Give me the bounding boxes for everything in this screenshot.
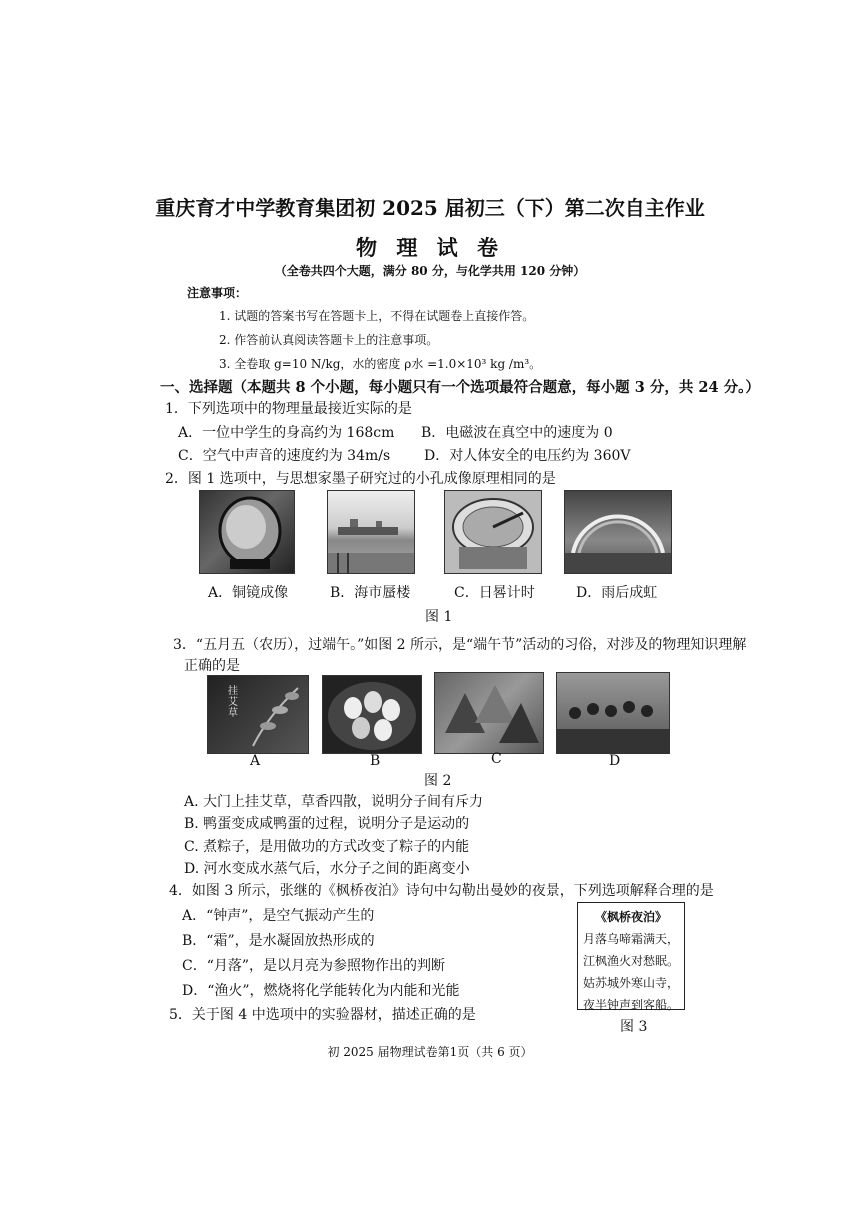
- fig2-caption-c: C: [491, 751, 502, 767]
- rainbow-photo: [564, 490, 672, 574]
- q1-option-d: D．对人体安全的电压约为 360V: [424, 448, 631, 464]
- section-heading: 一、选择题（本题共 8 个小题，每小题只有一个选项最符合题意，每小题 3 分，共 24 分。）: [160, 379, 760, 396]
- notice-item-2: 2. 作答前认真阅读答题卡上的注意事项。: [219, 333, 439, 347]
- exam-info: （全卷共四个大题，满分 80 分，与化学共用 120 分钟）: [274, 264, 586, 278]
- mirage-photo: [327, 490, 415, 574]
- q1-option-a: A．一位中学生的身高约为 168cm: [178, 425, 395, 441]
- page-footer: 初 2025 届物理试卷第1页（共 6 页）: [327, 1045, 533, 1059]
- salted-duck-eggs-photo: [322, 675, 422, 754]
- fig1-caption-d: D．雨后成虹: [576, 585, 658, 601]
- q3-option-d: D. 河水变成水蒸气后，水分子之间的距离变小: [184, 861, 470, 877]
- q3-option-c: C. 煮粽子，是用做功的方式改变了粽子的内能: [184, 839, 470, 855]
- poem-box: [577, 902, 685, 1010]
- q4-option-c: C．“月落”，是以月亮为参照物作出的判断: [182, 958, 446, 974]
- figure-3-label: 图 3: [620, 1019, 648, 1035]
- mugwort-photo-text: 挂艾草: [228, 686, 238, 719]
- poem-title: 《枫桥夜泊》: [594, 910, 667, 924]
- fig1-caption-b: B．海市蜃楼: [330, 585, 411, 601]
- sundial-photo: [444, 490, 542, 574]
- mugwort-photo: [207, 675, 309, 754]
- bronze-mirror-photo: [199, 490, 295, 574]
- fig2-caption-a: A: [250, 753, 261, 769]
- q1-option-c: C．空气中声音的速度约为 34m/s: [178, 448, 391, 464]
- q4-option-b: B．“霜”，是水凝固放热形成的: [182, 933, 375, 949]
- fig1-caption-a: A．铜镜成像: [208, 585, 289, 601]
- dragon-boat-photo: [556, 672, 670, 754]
- q1-option-b: B．电磁波在真空中的速度为 0: [421, 425, 613, 441]
- exam-title: 重庆育才中学教育集团初 2025 届初三（下）第二次自主作业: [155, 196, 705, 220]
- figure-2-label: 图 2: [424, 773, 452, 789]
- fig2-caption-d: D: [609, 753, 621, 769]
- q4-stem: 4．如图 3 所示，张继的《枫桥夜泊》诗句中勾勒出曼妙的夜景，下列选项解释合理的是: [169, 883, 714, 899]
- q1-stem: 1．下列选项中的物理量最接近实际的是: [165, 401, 412, 417]
- q3-stem-line2: 正确的是: [184, 658, 240, 674]
- poem-line-2: 江枫渔火对愁眠。: [582, 954, 679, 968]
- notice-item-3: 3. 全卷取 g=10 N/kg，水的密度 ρ水 =1.0×10³ kg /m³。: [219, 357, 542, 371]
- figure-1-label: 图 1: [425, 609, 453, 625]
- q3-option-a: A. 大门上挂艾草，草香四散，说明分子间有斥力: [184, 794, 484, 810]
- notice-heading: 注意事项：: [187, 286, 248, 300]
- fig2-caption-b: B: [370, 753, 381, 769]
- exam-subtitle: 物 理 试 卷: [356, 235, 504, 260]
- q3-option-b: B. 鸭蛋变成咸鸭蛋的过程，说明分子是运动的: [184, 816, 470, 832]
- q2-stem: 2．图 1 选项中，与思想家墨子研究过的小孔成像原理相同的是: [165, 471, 556, 487]
- poem-line-4: 夜半钟声到客船。: [582, 998, 679, 1012]
- poem-line-1: 月落乌啼霜满天，: [582, 932, 679, 946]
- q3-stem-line1: 3．“五月五（农历），过端午。”如图 2 所示，是“端午节”活动的习俗，对涉及的物理知识理解: [173, 637, 747, 653]
- q4-option-d: D．“渔火”，燃烧将化学能转化为内能和光能: [182, 983, 460, 999]
- zongzi-photo: [434, 672, 544, 754]
- notice-item-1: 1. 试题的答案书写在答题卡上，不得在试题卷上直接作答。: [219, 309, 535, 323]
- q5-stem: 5．关于图 4 中选项中的实验器材，描述正确的是: [169, 1007, 476, 1023]
- poem-line-3: 姑苏城外寒山寺，: [582, 976, 679, 990]
- q4-option-a: A．“钟声”，是空气振动产生的: [182, 908, 375, 924]
- fig1-caption-c: C．日晷计时: [454, 585, 535, 601]
